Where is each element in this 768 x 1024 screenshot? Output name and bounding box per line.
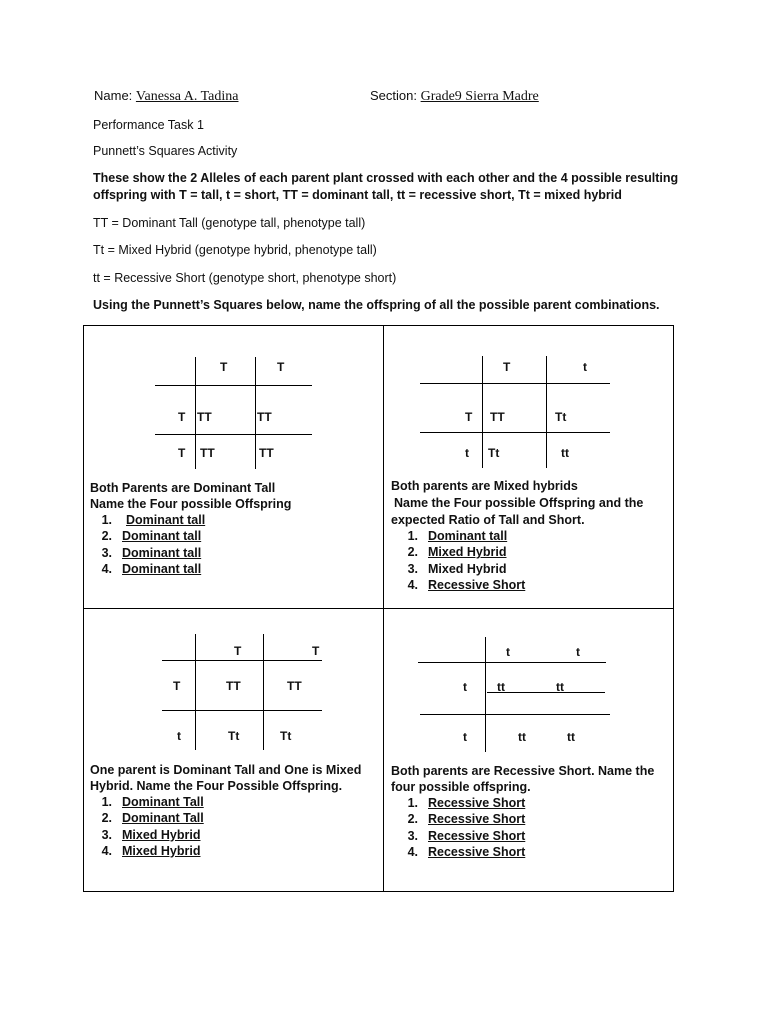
list-item: 1. Dominant tall bbox=[407, 529, 508, 543]
offspring-cell: tt bbox=[497, 680, 505, 694]
question-text: Both parents are Recessive Short. Name the bbox=[391, 764, 655, 778]
allele-left: t bbox=[463, 730, 467, 744]
instruction: Using the Punnett’s Squares below, name the offspring of all the possible parent combinations. bbox=[93, 298, 660, 312]
offspring-cell: tt bbox=[561, 446, 569, 460]
answer: Dominant tall bbox=[122, 529, 202, 544]
answer: Mixed Hybrid bbox=[428, 545, 507, 560]
grid-line bbox=[546, 356, 547, 468]
list-item: 2. Recessive Short bbox=[407, 812, 526, 827]
question-text: four possible offspring. bbox=[391, 780, 531, 794]
answer: Recessive Short bbox=[428, 828, 526, 843]
list-item: 2. Mixed Hybrid bbox=[407, 545, 507, 560]
definition-recessive: tt = Recessive Short (genotype short, phenotype short) bbox=[93, 271, 397, 285]
offspring-cell: tt bbox=[518, 730, 526, 744]
list-item: 1. Dominant Tall bbox=[101, 795, 204, 809]
answer: Mixed Hybrid bbox=[428, 561, 507, 576]
offspring-cell: Tt bbox=[280, 729, 292, 743]
grid-line bbox=[418, 662, 606, 663]
task-title: Performance Task 1 bbox=[93, 118, 204, 132]
offspring-cell: Tt bbox=[488, 446, 500, 460]
grid-line bbox=[485, 637, 486, 752]
offspring-cell: Tt bbox=[555, 410, 567, 424]
offspring-cell: tt bbox=[556, 680, 564, 694]
question-text: Name the Four possible Offspring bbox=[90, 497, 292, 511]
allele-left: t bbox=[177, 729, 181, 743]
grid-line bbox=[195, 634, 196, 750]
definition-dominant: TT = Dominant Tall (genotype tall, phenotype tall) bbox=[93, 216, 366, 230]
grid-line bbox=[255, 357, 256, 469]
allele-top: T bbox=[277, 360, 285, 374]
allele-top: t bbox=[576, 645, 580, 659]
allele-top: t bbox=[506, 645, 510, 659]
offspring-list bbox=[90, 512, 205, 577]
allele-left: t bbox=[463, 680, 467, 694]
list-item: 3. Recessive Short bbox=[407, 828, 526, 843]
grid-line bbox=[420, 383, 610, 384]
allele-left: T bbox=[465, 410, 473, 424]
list-item: 4. Recessive Short bbox=[407, 577, 526, 592]
allele-top: T bbox=[234, 644, 242, 658]
offspring-cell: TT bbox=[197, 410, 212, 424]
answer: Dominant tall bbox=[428, 529, 508, 543]
allele-top: t bbox=[583, 360, 587, 374]
offspring-cell: TT bbox=[226, 679, 241, 693]
answer: Recessive Short bbox=[428, 577, 526, 592]
grid-line bbox=[195, 357, 196, 469]
grid-line bbox=[162, 710, 322, 711]
grid-line bbox=[263, 634, 264, 750]
intro-line-1: These show the 2 Alleles of each parent plant crossed with each other and the 4 possible resulting bbox=[93, 171, 679, 185]
grid-line bbox=[155, 434, 312, 435]
section-line bbox=[370, 88, 539, 105]
offspring-list bbox=[396, 795, 525, 860]
offspring-cell: TT bbox=[287, 679, 302, 693]
activity-title: Punnett’s Squares Activity bbox=[93, 144, 238, 158]
answer: Dominant tall bbox=[126, 513, 206, 527]
definition-hybrid: Tt = Mixed Hybrid (genotype hybrid, phenotype tall) bbox=[93, 243, 377, 257]
answer: Recessive Short bbox=[428, 812, 526, 827]
question-text: Hybrid. Name the Four Possible Offspring. bbox=[90, 779, 343, 793]
offspring-cell: TT bbox=[259, 446, 274, 460]
list-item: 1. Dominant tall bbox=[101, 513, 206, 527]
answer: Dominant Tall bbox=[122, 795, 204, 809]
list-item: 4. Dominant tall bbox=[101, 561, 202, 576]
list-item: 3. Dominant tall bbox=[101, 545, 202, 560]
name-line bbox=[94, 88, 239, 105]
list-item: 1. Recessive Short bbox=[407, 796, 526, 810]
question-text: Both Parents are Dominant Tall bbox=[90, 481, 276, 495]
list-item: 2. Dominant tall bbox=[101, 529, 202, 544]
list-item: 4. Recessive Short bbox=[407, 844, 526, 859]
grid-line bbox=[420, 432, 610, 433]
question-text: expected Ratio of Tall and Short. bbox=[391, 513, 585, 527]
intro-line-2: offspring with T = tall, t = short, TT = dominant tall, tt = recessive short, Tt = mixed hybrid bbox=[93, 188, 622, 202]
grid-line bbox=[162, 660, 322, 661]
grid-line bbox=[420, 714, 610, 715]
section-value: Grade9 Sierra Madre bbox=[420, 89, 539, 104]
list-item: 3. Mixed Hybrid bbox=[407, 561, 507, 576]
offspring-cell: TT bbox=[200, 446, 215, 460]
answer: Recessive Short bbox=[428, 844, 526, 859]
offspring-list bbox=[396, 528, 525, 593]
answer: Dominant Tall bbox=[122, 811, 204, 826]
list-item: 2. Dominant Tall bbox=[101, 811, 204, 826]
answer: Mixed Hybrid bbox=[122, 843, 201, 858]
allele-top: T bbox=[503, 360, 511, 374]
table-divider-horizontal bbox=[83, 608, 674, 609]
offspring-cell: TT bbox=[490, 410, 505, 424]
answer: Dominant tall bbox=[122, 545, 202, 560]
question-text: One parent is Dominant Tall and One is Mixed bbox=[90, 763, 362, 777]
question-text: Name the Four possible Offspring and the bbox=[394, 496, 644, 510]
answer: Dominant tall bbox=[122, 561, 202, 576]
offspring-cell: TT bbox=[257, 410, 272, 424]
list-item: 4. Mixed Hybrid bbox=[101, 843, 201, 858]
allele-top: T bbox=[312, 644, 320, 658]
question-text: Both parents are Mixed hybrids bbox=[391, 479, 578, 493]
offspring-cell: tt bbox=[567, 730, 575, 744]
name-label: Name: bbox=[94, 88, 133, 103]
student-name: Vanessa A. Tadina bbox=[135, 89, 239, 104]
allele-top: T bbox=[220, 360, 228, 374]
allele-left: T bbox=[178, 446, 186, 460]
allele-left: T bbox=[178, 410, 186, 424]
allele-left: T bbox=[173, 679, 181, 693]
list-item: 3. Mixed Hybrid bbox=[101, 827, 201, 842]
answer: Recessive Short bbox=[428, 796, 526, 810]
answer: Mixed Hybrid bbox=[122, 827, 201, 842]
offspring-cell: Tt bbox=[228, 729, 240, 743]
offspring-list bbox=[90, 794, 204, 859]
grid-line bbox=[155, 385, 312, 386]
section-label: Section: bbox=[370, 88, 417, 103]
grid-line bbox=[482, 356, 483, 468]
allele-left: t bbox=[465, 446, 469, 460]
